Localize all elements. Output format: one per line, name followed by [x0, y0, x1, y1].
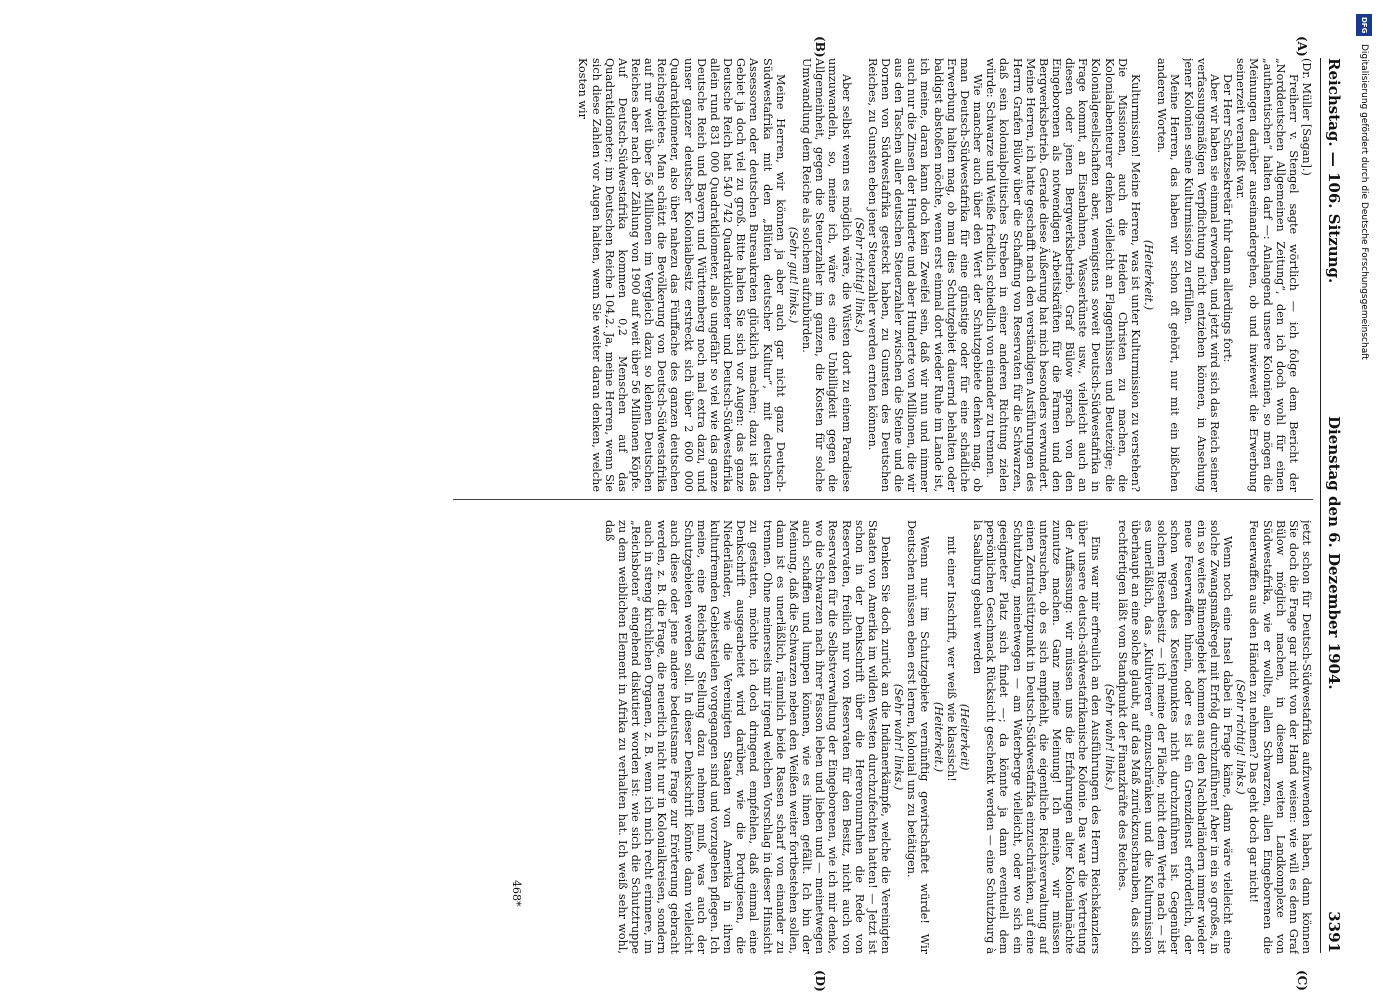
- paragraph: Kulturmission! Meine Herren, was ist unter Kulturmission zu verstehen? Die Missionen, auch die Heiden Christen zu machen, die Kolonialabenteurer denken vielleicht an Flaggenhissen und Beutezüge; die Kolonialgesellschaften aber, wenigstens soweit Deutsch-Südwestafrika in Frage kommt, an Eisenbahnen, Wasserkünste usw., vielleicht auch an diesen oder jenen Bergwerksbetrieb. Graf Bülow sprach von den Eingeborenen als notwendigen Arbeitskräften für die Farmen und den Bergwerksbetrieb. Gerade diese Äußerung hat mich besonders verwundert. Meine Herren, ich hatte geschafft nach den verständigen Ausführungen des Herrn Grafen Bülow über die Schaffung von Reservaten für die Schwarzen, daß sein kolonialpolitisches Streben in einer anderen Richtung zielen würde: Schwarze und Weiße friedlich schiedlich von einander zu trennen.: [984, 58, 1142, 492]
- paragraph: (Dr. Müller [Sagan].): [1300, 58, 1313, 176]
- paragraph: Aber wir haben sie einmal erworben, und jetzt wird sich das Reich seiner verfassungsmäßigen Verpflichtung nicht entziehen können, in Ansehung jener Kolonien seine Kulturmission zu erfüllen.: [1181, 58, 1221, 492]
- interjection: (Sehr richtig! links.): [1234, 679, 1248, 795]
- paragraph: Wenn nur im Schutzgebiete vernünftig gewirtschaftet würde! Wir Deutschen müssen eben erst lernen, kolonial uns zu betätigen.: [905, 520, 932, 954]
- interjection: (Sehr richtig! links.): [852, 217, 866, 333]
- page-header: [1320, 58, 1345, 953]
- dfg-logo: DFG: [1356, 14, 1372, 36]
- margin-marker-d: (D): [813, 970, 827, 992]
- paragraph: Aber selbst wenn es möglich wäre, die Wüsten dort zu einem Paradiese umzuwandeln, so, meine ich, wäre es eine Unbilligkeit gegen die Allgemeinheit, gegen die Steuerzahler im ganzen, die Kosten für solche Umwandlung dem Reiche als solchem aufzubürden.: [800, 58, 853, 492]
- text-column-right: [453, 520, 1313, 954]
- margin-marker-a: (A): [1295, 36, 1309, 57]
- header-date: Dienstag den 6. Dezember 1904.: [1325, 416, 1343, 690]
- credit-text: Digitalisierung gefördert durch die Deutsche Forschungsgemeinschaft: [1359, 44, 1369, 360]
- digitization-credit: [1356, 14, 1376, 984]
- text-column-left: [453, 58, 1313, 492]
- column-divider: [453, 499, 1313, 500]
- paragraph: Wie mancher auch über den Wert der Schutzgebiete denken mag, ob man Deutsch-Südwestafrika für eine günstige oder für eine schädliche Erwerbung halten mag, ob man dies Schutzgebiet dauernd behalten oder baldigst abstoßen möchte, wenn erst einmal dort wieder Ruhe im Lande ist, ich meine, daran kann doch kein Zweifel sein, daß wir nun und nimmer auch nur die Zinsen der Hunderte und aber Hunderte von Millionen, die wir aus den Taschen aller deutschen Steuerzahler zwischen die Steine und die Dornen von Südwestafrika gesteckt haben, zu Gunsten des Deutschen Reiches, zu Gunsten eben jener Steuerzahler werden ernten können.: [865, 58, 985, 492]
- interjection: (Heiterkeit.): [931, 701, 945, 773]
- paragraph: Eins war mir erfreulich an den Ausführungen des Herrn Reichskanzlers über unsere deutsch-südwestafrikanische Kolonie. Das war die Vertretung der Auffassung: wir müssen uns die Erfahrungen alter Kolonialmächte zunutze machen. Ganz meine Meinung! Ich meine, wir müssen untersuchen, ob es sich empfiehlt, die eigentliche Reichsverwaltung auf einen Zentralstützpunkt in Deutsch-Südwestafrika einzuschränken, auf eine Schutzburg, meinetwegen — am Waterberge vielleicht, oder wo sich ein geeigneter Platz sich findet —; da könnte ja dann eventuell dem persönlichen Geschmack Rücksicht geschenkt werden — eine Schutzburg à la Saalburg gebaut werden: [971, 520, 1103, 954]
- paragraph: Meine Herren, wir können ja aber auch gar nicht ganz Deutsch-Südwestafrika mit den „Blüten deutscher Kultur“, mit deutschen Assessoren oder deutschen Bureaukraten glücklich machen; dazu ist das Gebiet ja doch viel zu groß. Bitte halten Sie sich vor Augen: das ganze Deutsche Reich hat 540 742 Quadratkilometer und Deutsch-Südwestafrika allein rund 831 000 Quadratkilometer, also ungefähr so viel wie das ganze Deutsche Reich und Bayern und Württemberg noch mal extra dazu, und unser ganzer deutscher Kolonialbesitz erstreckt sich über 2 600 000 Quadratkilometer, also über nahezu das Fünffache des ganzen deutschen Reichsgebietes. Man schätzt die Bevölkerung von Deutsch-Südwestafrika auf nur weit über 56 Millionen im Vergleich dazu so kleinen Deutschen Reiches aber nach der Zählung von 1900 auf weit über 56 Millionen Köpfe. Auf Deutsch-Südwestafrika kommen 0,2 Menschen auf das Quadratkilometer; im Deutschen Reiche 104,2. Ja, meine Herren, wenn Sie sich diese Zahlen vor Augen halten, wenn Sie weiter daran denken, welche Kosten wir: [576, 58, 787, 492]
- header-session: Reichstag. — 106. Sitzung.: [1325, 58, 1343, 284]
- interjection: (Sehr wahr! links.): [1102, 683, 1116, 791]
- interjection: (Sehr wahr! links.): [892, 683, 906, 791]
- paragraph: Denken Sie doch zurück an die Indianerkämpfe, welche die Vereinigten Staaten von Amerika im wilden Westen durchzufechten hatten! — Jetzt ist schon in der Denkschrift über die Hereronunruhen die Rede von Reservaten, freilich nur von Reservaten für den Besitz, nicht auch von Reservaten für die Selbstverwaltung der Eingeborenen, wie ich mir denke, wo die Schwarzen nach ihrer Fasson leben und lieben und — meinetwegen auch schaffen und lumpen können, wie es ihnen gefällt. Ich bin der Meinung, daß die Schwarzen neben den Weißen weiter fortbestehen sollen, dann ist es unerläßlich, räumlich beide Rassen scharf von einander zu trennen. Ohne meinerseits mir irgend welchen Vorschlag in dieser Hinsicht zu gestatten, möchte ich doch dringend empfehlen, daß einmal eine Denkschrift ausgearbeitet wird darüber, wie die Portugiesen, die Niederländer, wie die Vereinigten Staaten von Amerika in ihren kulturfremden Gebietsteilen vorgegangen sind und vorzugehen pflegen. Ich meine, eine Reichstag Stellung dazu nehmen muß, was auch der Schutzgebieten werden soll. In dieser Denkschrift könnte dann vielleicht auch diese oder jene andere bedeutsame Frage zur Erörterung gebracht werden, z. B. die Frage, die neuerlich nicht nur in Kolonialkreisen, sondern auch in streng kirchlichen Organen, z. B. wenn ich mich recht erinnere, im „Reichsboten“ eingehend diskutiert worden ist: wie sich die Schutztruppe zu dem weiblichen Element in Afrika zu verhalten hat. Ich weiß sehr wohl, daß: [602, 520, 892, 954]
- footnote-number: 468*: [510, 880, 523, 907]
- paragraph: Der Herr Schatzsekretär fuhr dann allerdings fort:: [1221, 74, 1235, 363]
- interjection: (Heiterkeit.): [1142, 239, 1156, 311]
- paragraph: mit einer Inschrift, wer weiß wie klassisch!: [944, 536, 958, 782]
- paragraph: Freiherr v. Stengel sagte wörtlich — ich folge dem Bericht der „Norddeutschen Allgemeinen Zeitung“, den ich doch wohl für einen „authentischen“ halten darf —: Anlangend unsere Kolonien, so mögen die Meinungen darüber auseinandergehen, ob und inwieweit die Erwerbung seinerzeit veranlaßt war.: [1234, 58, 1300, 492]
- header-page-number: 3391: [1325, 911, 1343, 953]
- interjection: (Sehr gut! links.): [786, 226, 800, 324]
- interjection: (Heiterkeit): [957, 703, 971, 771]
- paragraph: jetzt schon für Deutsch-Südwestafrika aufzuwenden haben, dann können Sie doch die Frage gar nicht von der Hand weisen: wie will es denn Graf Bülow möglich machen, in diesem weiten Landkomplexe von Südwestafrika, wie er wollte, allen Schwarzen, allen Eingeborenen die Feuerwaffen aus den Händen zu nehmen? Das geht doch gar nicht!: [1247, 520, 1313, 954]
- margin-marker-c: (C): [1295, 970, 1309, 991]
- paragraph: Meine Herren, das haben wir schon oft gehört, nur mit ein bißchen anderen Worten.: [1155, 58, 1182, 492]
- margin-marker-b: (B): [813, 36, 827, 58]
- paragraph: Wenn noch eine Insel dabei in Frage käme, dann wäre vielleicht eine solche Zwangsmaßregel mit Erfolg durchzuführen! Aber in ein so großes, in ein so weites Binnengebiet kommen aus den Nachbarländern immer wieder neue Feuerwaffen hinein, oder es ist ein Grenzdienst erforderlich, der schon wegen des Kostenpunktes nicht durchzuführen ist. Gegenüber solchem Riesenbesitz — ich meine der Fläche, nicht dem Werte nach — ist es unerläßlich, das „Kultivieren“ einzuschränken und die Kulturmission überhaupt an eine solche glaubt, auf das Maß zurückzuschrauben, das sich rechtfertigen läßt vom Standpunkt der Finanzkräfte des Reiches.: [1115, 520, 1235, 954]
